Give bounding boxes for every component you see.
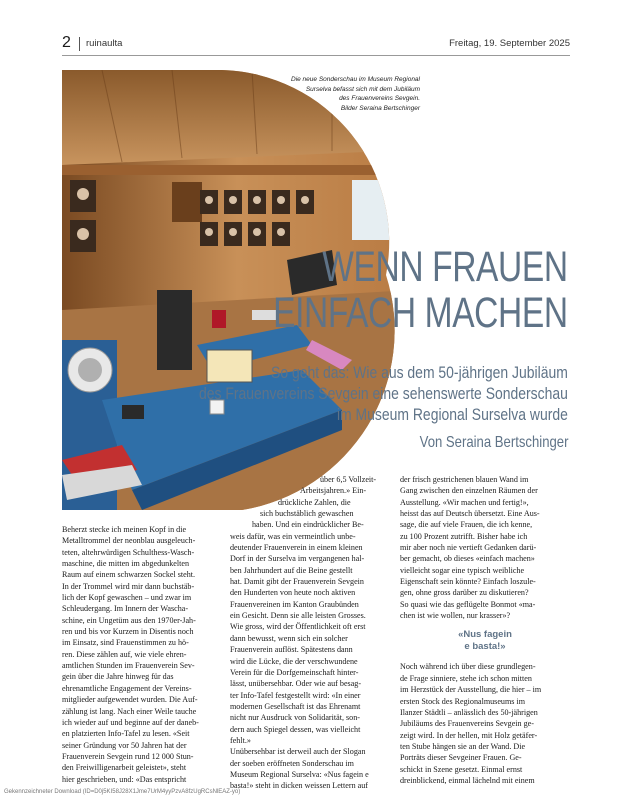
text-line: ren. Diese zählen auf, wie viele ehren-	[62, 649, 187, 659]
text-line: Unübersehbar ist derweil auch der Slogan	[230, 747, 366, 757]
headline-line: WENN FRAUEN	[322, 243, 568, 291]
text-line: en platzierten Info-Tafel zu lesen. «Seit	[62, 729, 190, 739]
caption-line: Surselva befasst sich mit dem Jubiläum	[305, 85, 420, 93]
text-line: gein über die Jahre hinweg für das	[62, 672, 174, 682]
text-line: ein Gesicht. Denn sie alle leisten Grosses.	[230, 611, 366, 621]
text-line: de Frage sinniere, stehe ich schon mitten	[400, 673, 532, 683]
text-line: hier geschrieben, und: «Das entspricht	[62, 774, 187, 784]
text-line: dern auch Spiegel dessen, was vielleicht	[230, 724, 361, 734]
subheadline-line: des Frauenvereins Sevgein eine sehenswerte Sonderschau	[199, 384, 568, 403]
download-watermark: Gekennzeichneter Download (ID=D0j5KI58J28X1Jme7UrM4yyPzvA8fzUgRCsNlEAZ-yo)	[4, 789, 241, 795]
text-line: Schleudergang. Im Innern der Wascha-	[62, 604, 189, 614]
crosshead	[400, 629, 570, 653]
caption-credit: Bilder Seraina Bertschinger	[340, 104, 420, 112]
text-line: So quasi wie das geflügelte Bonmot «ma-	[400, 599, 536, 609]
text-line: Porträts dieser Sevgeiner Frauen. Ge-	[400, 753, 522, 763]
text-line: mir aber noch nie vertieft Gedanken darü-	[400, 543, 537, 553]
header-rule	[62, 55, 570, 56]
page-header	[62, 34, 570, 54]
body-column-3	[400, 474, 570, 786]
page-number: 2	[62, 34, 71, 51]
text-line: Metalltrommel der neonblau ausgeleuch-	[62, 536, 196, 546]
text-line: sage, die auf viele Frauen, die ich kenne,	[400, 520, 533, 530]
text-line: lässt, unübersehbar. Oder wie auf besag-	[230, 679, 362, 689]
text-line: den Freiwilligenarbeit geleistet», steht	[62, 763, 187, 773]
text-line: Frauenvereinen im Kanton Graubünden	[230, 599, 359, 609]
text-line: fehlt.»	[230, 735, 251, 745]
text-line: Frauenverein Sevgein rund 12 000 Stun-	[62, 751, 194, 761]
text-line: weis dafür, was ein vermeintlich unbe-	[230, 531, 356, 541]
text-line: deutender Frauenverein in einem kleinen	[230, 543, 363, 553]
text-line: lich der Kopf gewaschen – und zwar im	[62, 593, 192, 603]
text-line: ehrenamtliche Engagement der Vereins-	[62, 683, 192, 693]
text-line: teten, altehrwürdigen Schulthess-Wasch-	[62, 547, 195, 557]
byline: Von Seraina Bertschinger	[419, 434, 568, 451]
text-line: Eigenschaft sein könnte? Einfach loszule-	[400, 577, 536, 587]
text-line: Jubiläums des Frauenvereins Sevgein ge-	[400, 719, 534, 729]
text-line: ber gemacht, ob dieses «einfach machen»	[400, 554, 535, 564]
text-line: Dorf in der Surselva im vergangenen hal-	[230, 554, 365, 564]
text-line: im Einsatz, sind Frauenstimmen zu hö-	[62, 638, 189, 648]
text-line: Verein für die Dorfgemeinschaft hinter-	[230, 667, 359, 677]
text-line: ich wieder auf und beginne auf der daneb-	[62, 717, 199, 727]
caption-line: des Frauenvereins Sevgein.	[339, 95, 420, 102]
text-line: Arbeitsjahren.» Ein-	[300, 486, 367, 496]
text-line: Museum Regional Surselva: «Nus fagein e	[230, 769, 369, 779]
crosshead-line: «Nus fagein	[458, 629, 512, 641]
text-line: ten Stube hängen sie an der Wand. Die	[400, 741, 526, 751]
text-line: Wie gross, wird der Öffentlichkeit oft erst	[230, 622, 366, 632]
text-line: Beherzt stecke ich meinen Kopf in die	[62, 525, 187, 534]
text-line: schine, ein Ungetüm aus den 1970er-Jah-	[62, 615, 196, 625]
text-line: Ausstellung. «Wir machen und fertig!»,	[400, 497, 529, 507]
text-line: maschine, die mitten im abgedunkelten	[62, 559, 189, 569]
text-line: basta!» steht in dicken weissen Lettern auf	[230, 781, 368, 791]
subheadline-line: So geht das: Wie aus dem 50-jährigen Jubiläum	[271, 363, 568, 382]
headline-line: EINFACH MACHEN	[273, 289, 568, 337]
text-line: dann bewusst, wenn sich ein solcher	[230, 633, 348, 643]
text-line: heisst das auf Deutsch übersetzt. Eine Aus-	[400, 509, 540, 519]
body-column-2	[230, 474, 390, 792]
text-line: drückliche Zahlen, die	[278, 497, 351, 507]
text-line: modernen Gesellschaft ist das Ehrenamt	[230, 701, 361, 711]
text-line: chen ist wie wollen, nur krasser»?	[400, 611, 511, 621]
text-line: im Herzstück der Ausstellung, die hier – im	[400, 685, 542, 695]
text-line: haben. Und ein eindrücklicher Be-	[252, 520, 364, 530]
text-line: über 6,5 Vollzeit-	[320, 475, 377, 484]
text-line: Ilanzer Städtli – anlässlich des 50-jährigen	[400, 707, 538, 717]
text-line: zu 100 Prozent zutrifft. Bisher habe ich	[400, 531, 528, 541]
article-subheadline	[199, 362, 568, 425]
text-line: amtlichen Stunden im Frauenverein Sev-	[62, 661, 195, 671]
text-line: wird die Lücke, die der verschwundene	[230, 656, 358, 666]
caption-line: Die neue Sonderschau im Museum Regional	[291, 76, 420, 83]
text-line: vielleicht sogar eine typisch weibliche	[400, 565, 525, 575]
text-line: zählung ist lang. Nach einer Weile tauche	[62, 706, 197, 716]
text-line: Gang zwischen den einzelnen Räumen der	[400, 486, 538, 496]
text-line: seiner Gründung vor 50 Jahren hat der	[62, 740, 187, 750]
text-line: nicht nur Ausdruck von Solidarität, son-	[230, 713, 360, 723]
text-line: ersten Stock des Regionalmuseums im	[400, 696, 525, 706]
text-line: sich buchstäblich gewaschen	[260, 509, 354, 519]
text-line: schickt in Szene gesetzt. Einmal ernst	[400, 764, 523, 774]
text-line: hat. Damit gibt der Frauenverein Sevgein	[230, 577, 364, 587]
text-line: der frisch gestrichenen blauen Wand im	[400, 475, 529, 484]
photo-caption	[270, 75, 420, 113]
text-line: ter Info-Tafel festgestellt wird: «In einer	[230, 690, 361, 700]
section-name: ruinaulta	[86, 38, 123, 49]
header-divider	[79, 37, 80, 51]
text-line: zeigt wird. In der hellen, mit Holz getäfer-	[400, 730, 538, 740]
text-line: gen, ohne gross darüber zu diskutieren?	[400, 588, 529, 598]
text-line: der soeben eröffneten Sonderschau im	[230, 758, 354, 768]
text-line: Frauenverein auflöst. Spätestens dann	[230, 645, 353, 655]
text-line: Raum auf einem schwarzen Sockel steht.	[62, 570, 196, 580]
issue-date: Freitag, 19. September 2025	[449, 38, 570, 49]
text-line: dreinblickend, einmal lächelnd mit einem	[400, 775, 535, 785]
text-line: Noch während ich über diese grundlegen-	[400, 662, 536, 672]
article-headline	[273, 244, 568, 336]
crosshead-line: e basta!»	[464, 641, 506, 653]
text-line: ben Jahrhundert auf die Beine gestellt	[230, 565, 353, 575]
body-column-1	[62, 524, 220, 785]
text-line: ren und bis vor Kurzem in Disentis noch	[62, 627, 194, 637]
text-line: In der Trommel wird mir dann buchstäb-	[62, 581, 195, 591]
text-line: mitglieder aufgewendet wurden. Die Auf-	[62, 695, 198, 705]
subheadline-line: im Museum Regional Surselva wurde	[337, 405, 568, 424]
text-line: den Hunderten von heute noch aktiven	[230, 588, 356, 598]
